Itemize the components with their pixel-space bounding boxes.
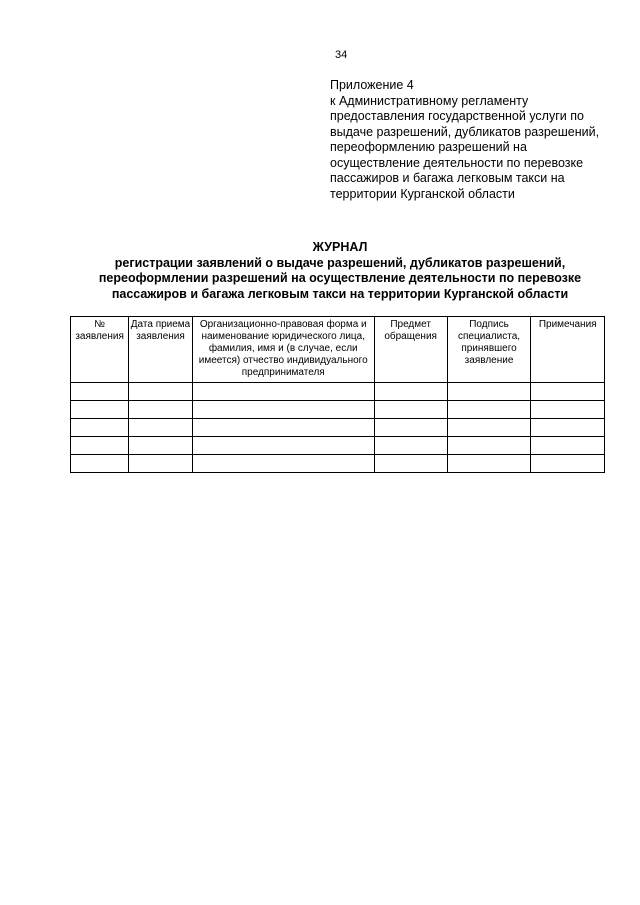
table-row: [71, 401, 605, 419]
heading-line: пассажиров и багажа легковым такси на территории Курганской области: [111, 286, 569, 301]
appendix-line: территории Курганской области: [330, 186, 515, 201]
table-cell: [71, 455, 129, 473]
table-cell: [129, 383, 193, 401]
table-cell: [447, 401, 531, 419]
header-receipt-date: Дата приема заявления: [129, 317, 193, 383]
table-cell: [447, 419, 531, 437]
table-cell: [71, 419, 129, 437]
heading-line: переоформлении разрешений на осуществление деятельности по перевозке: [98, 271, 582, 285]
header-application-number: № заявления: [71, 317, 129, 383]
table-cell: [71, 383, 129, 401]
table-body: [71, 383, 605, 473]
appendix-line: предоставления государственной услуги по: [330, 109, 584, 123]
page-number: 34: [335, 49, 348, 61]
table-cell: [531, 455, 605, 473]
header-applicant-name: Организационно-правовая форма и наименование юридического лица, фамилия, имя и (в случае, если имеется) отчество индивидуального предпринимателя: [192, 317, 374, 383]
header-notes: Примечания: [531, 317, 605, 383]
appendix-line: переоформлению разрешений на: [330, 140, 527, 154]
appendix-line: выдаче разрешений, дубликатов разрешений,: [330, 124, 600, 139]
table-cell: [531, 401, 605, 419]
document-heading: [60, 240, 620, 302]
table-row: [71, 383, 605, 401]
header-specialist-signature: Подпись специалиста, принявшего заявление: [447, 317, 531, 383]
header-subject: Предмет обращения: [374, 317, 447, 383]
table-cell: [374, 419, 447, 437]
table-cell: [447, 383, 531, 401]
heading-line: регистрации заявлений о выдаче разрешений, дубликатов разрешений,: [114, 255, 566, 270]
table-cell: [531, 419, 605, 437]
table-row: [71, 419, 605, 437]
table-row: [71, 455, 605, 473]
appendix-line: осуществление деятельности по перевозке: [330, 155, 584, 170]
table-cell: [71, 437, 129, 455]
table-cell: [129, 419, 193, 437]
table-cell: [192, 383, 374, 401]
journal-table: [70, 316, 605, 473]
table-cell: [129, 455, 193, 473]
appendix-line: пассажиров и багажа легковым такси на: [330, 171, 565, 185]
table-cell: [129, 437, 193, 455]
table-cell: [71, 401, 129, 419]
table-cell: [374, 401, 447, 419]
table-cell: [129, 401, 193, 419]
appendix-line: Приложение 4: [330, 78, 414, 92]
table-cell: [531, 383, 605, 401]
table-cell: [447, 437, 531, 455]
appendix-reference: [330, 78, 620, 202]
table-cell: [192, 401, 374, 419]
table-cell: [192, 437, 374, 455]
table-header-row: [71, 317, 605, 383]
table-cell: [447, 455, 531, 473]
table-cell: [374, 383, 447, 401]
table-cell: [531, 437, 605, 455]
table-row: [71, 437, 605, 455]
table-cell: [374, 455, 447, 473]
heading-title: ЖУРНАЛ: [312, 240, 368, 254]
table-cell: [374, 437, 447, 455]
table-cell: [192, 455, 374, 473]
table-cell: [192, 419, 374, 437]
appendix-line: к Административному регламенту: [330, 93, 529, 108]
